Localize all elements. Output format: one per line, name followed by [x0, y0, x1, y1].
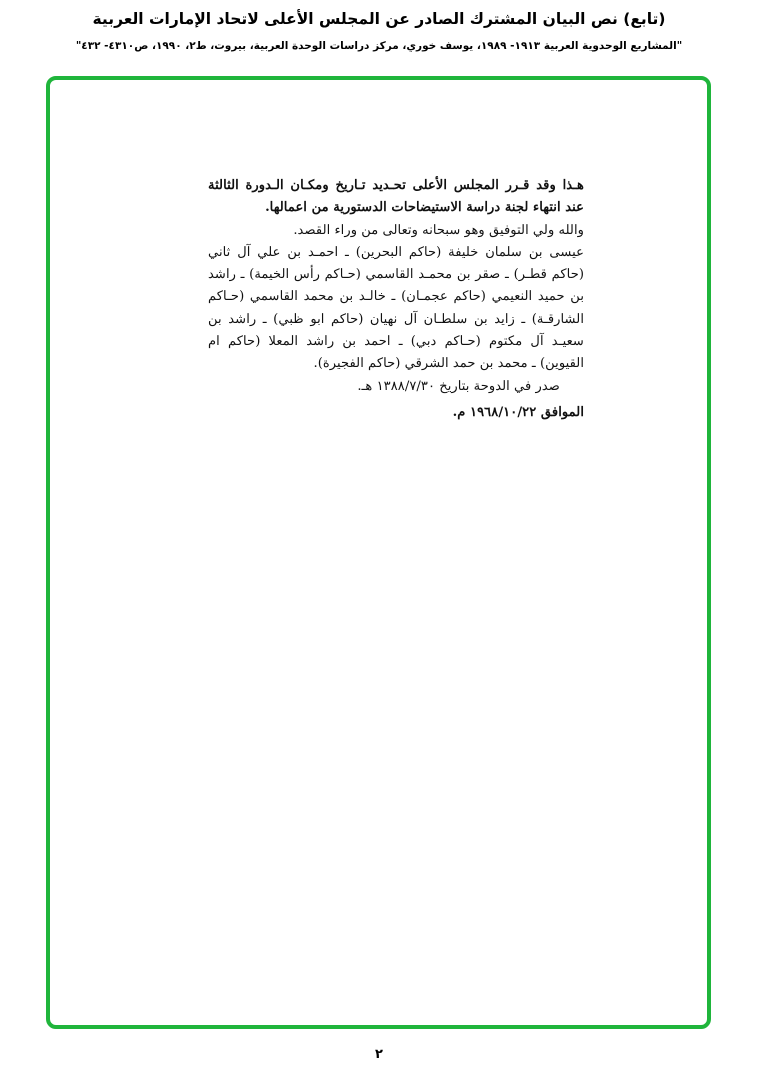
- source-citation: "المشاريع الوحدوية العربية ١٩١٣- ١٩٨٩، يوسف خوري، مركز دراسات الوحدة العربية، بيروت، ط٢، ١٩٩٠، ص٤٣١٠- ٤٣٢": [75, 40, 683, 52]
- page-title: (تابع) نص البيان المشترك الصادر عن المجلس الأعلى لاتحاد الإمارات العربية: [92, 10, 666, 28]
- paragraph-decision: هـذا وقد قـرر المجلس الأعلى تحـديد تـاريخ ومكـان الـدورة الثالثة عند انتهاء لجنة دراسة الاستيضاحات الدستورية من اعمالها.: [208, 178, 584, 216]
- page-number: ٢: [375, 1047, 383, 1062]
- date-gregorian: الموافق ١٩٦٨/١٠/٢٢ م.: [452, 404, 584, 420]
- date-hijri: صدر في الدوحة بتاريخ ١٣٨٨/٧/٣٠ هـ.: [357, 378, 560, 394]
- paragraph-signatories: عيسى بن سلمان خليفة (حاكم البحرين) ـ احمـد بن علي آل ثاني (حاكم قطـر) ـ صقر بن محمـد القاسمي (حـاكم رأس الخيمة) ـ راشد بن حميد النعيمي (حاكم عجمـان) ـ خالـد بن محمد القاسمي (حـاكم الشارقـة) ـ زايد بن سلطـان آل نهيان (حاكم ابو ظبي) ـ راشد بن سعيـد آل مكتوم (حـاكم دبي) ـ احمد بن راشد المعلا (حاكم ام القيوين) ـ محمد بن حمد الشرقي (حاكم الفجيرة).: [208, 244, 584, 372]
- document-body: [208, 175, 584, 424]
- paragraph-closing: والله ولي التوفيق وهو سبحانه وتعالى من وراء القصد.: [293, 222, 584, 238]
